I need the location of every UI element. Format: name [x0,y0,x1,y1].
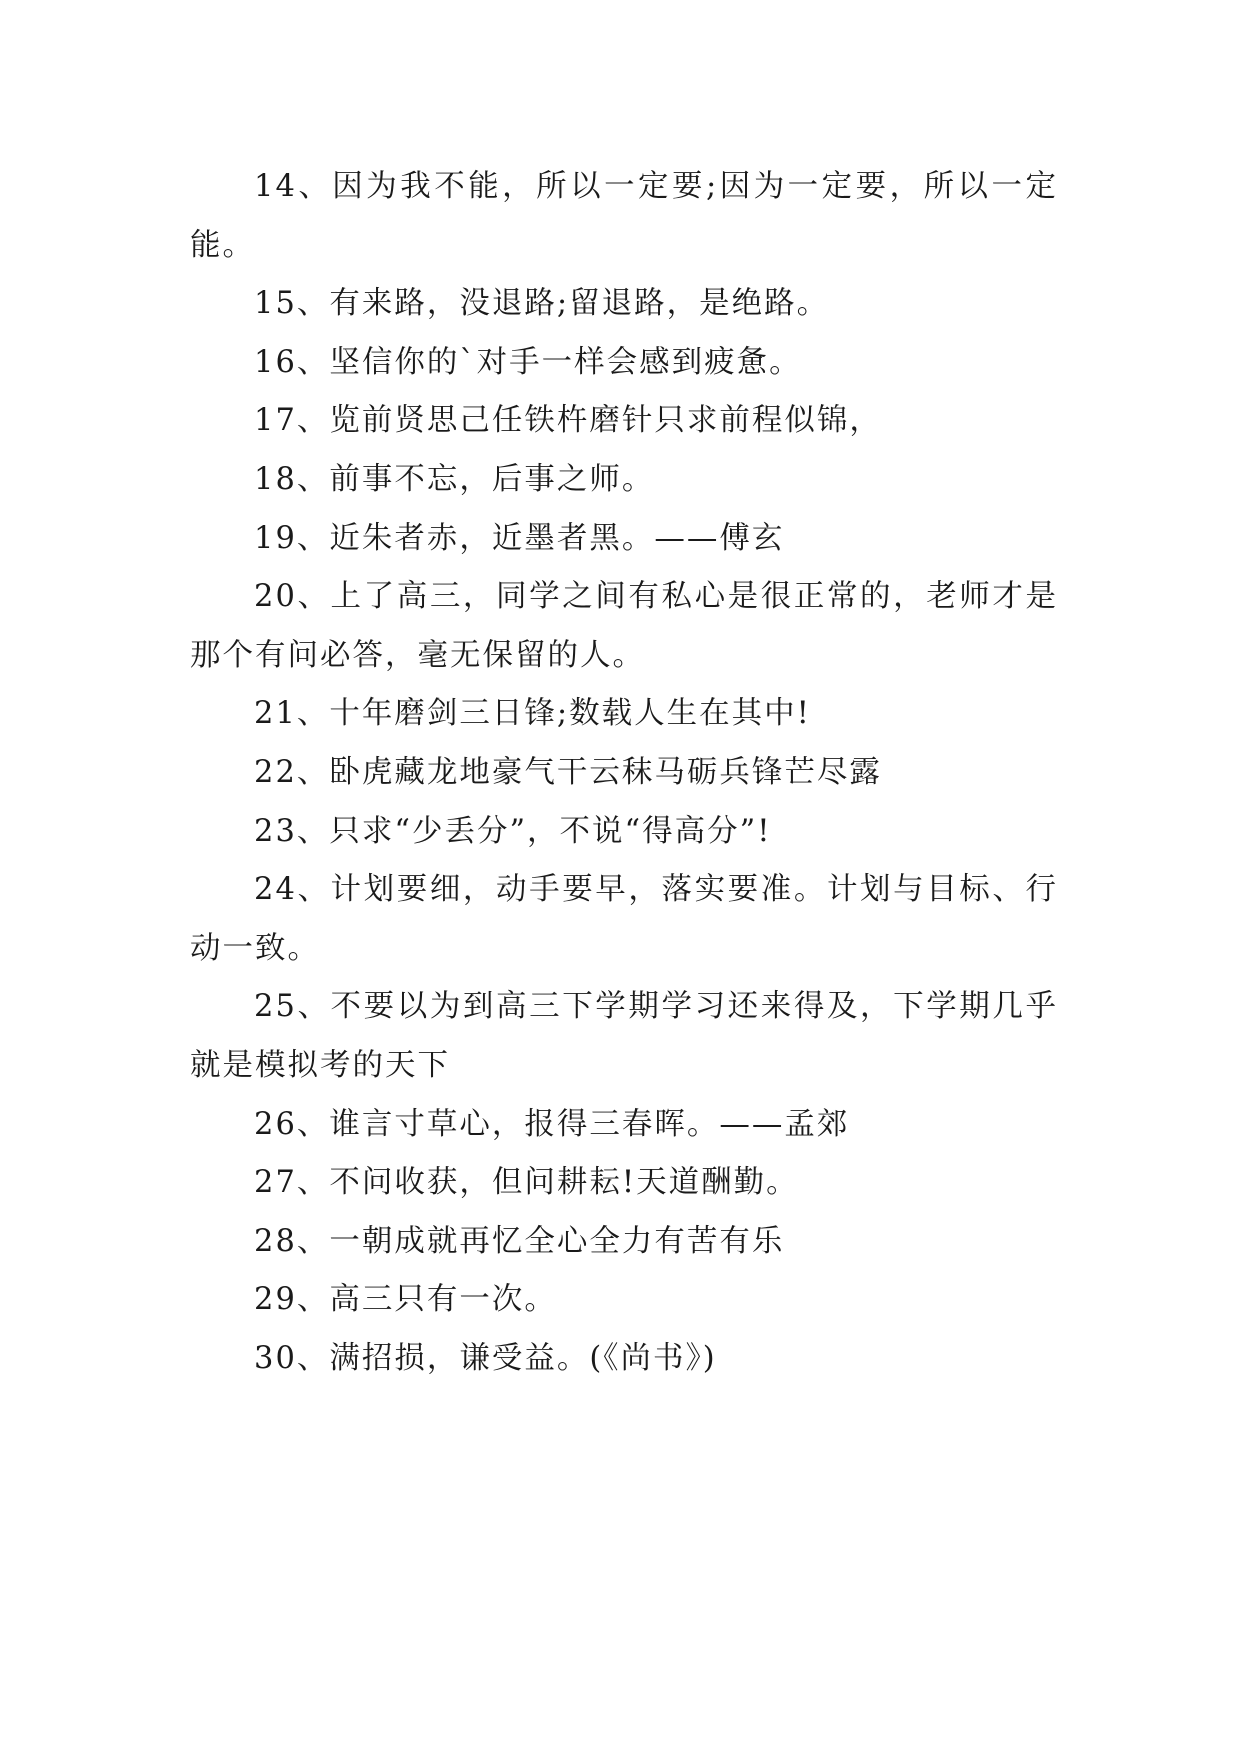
paragraph-16: 16、坚信你的`对手一样会感到疲惫。 [254,344,802,380]
paragraph-21: 21、十年磨剑三日锋;数载人生在其中! [254,696,811,732]
paragraph-24: 24、计划要细，动手要早，落实要准。计划与目标、行动一致。 [190,872,1058,966]
paragraph-27: 27、不问收获，但问耕耘!天道酬勤。 [254,1165,799,1201]
paragraph-25: 25、不要以为到高三下学期学习还来得及，下学期几乎就是模拟考的天下 [190,989,1058,1083]
paragraph-20: 20、上了高三，同学之间有私心是很正常的，老师才是那个有问必答，毫无保留的人。 [190,579,1058,673]
paragraph-18: 18、前事不忘，后事之师。 [254,461,655,497]
paragraph-14: 14、因为我不能，所以一定要;因为一定要，所以一定能。 [190,169,1058,263]
paragraph-15: 15、有来路，没退路;留退路，是绝路。 [254,286,830,322]
paragraph-23: 23、只求“少丢分”，不说“得高分”! [254,813,772,849]
paragraph-28: 28、一朝成就再忆全心全力有苦有乐 [254,1223,785,1259]
document-body [190,158,1058,1388]
paragraph-26: 26、谁言寸草心，报得三春晖。——孟郊 [254,1106,850,1142]
paragraph-22: 22、卧虎藏龙地豪气干云秣马砺兵锋芒尽露 [254,754,882,790]
paragraph-17: 17、览前贤思己任铁杵磨针只求前程似锦， [254,403,882,439]
paragraph-30: 30、满招损，谦受益。(《尚书》) [254,1340,717,1376]
paragraph-29: 29、高三只有一次。 [254,1282,557,1318]
paragraph-19: 19、近朱者赤，近墨者黑。——傅玄 [254,520,785,556]
